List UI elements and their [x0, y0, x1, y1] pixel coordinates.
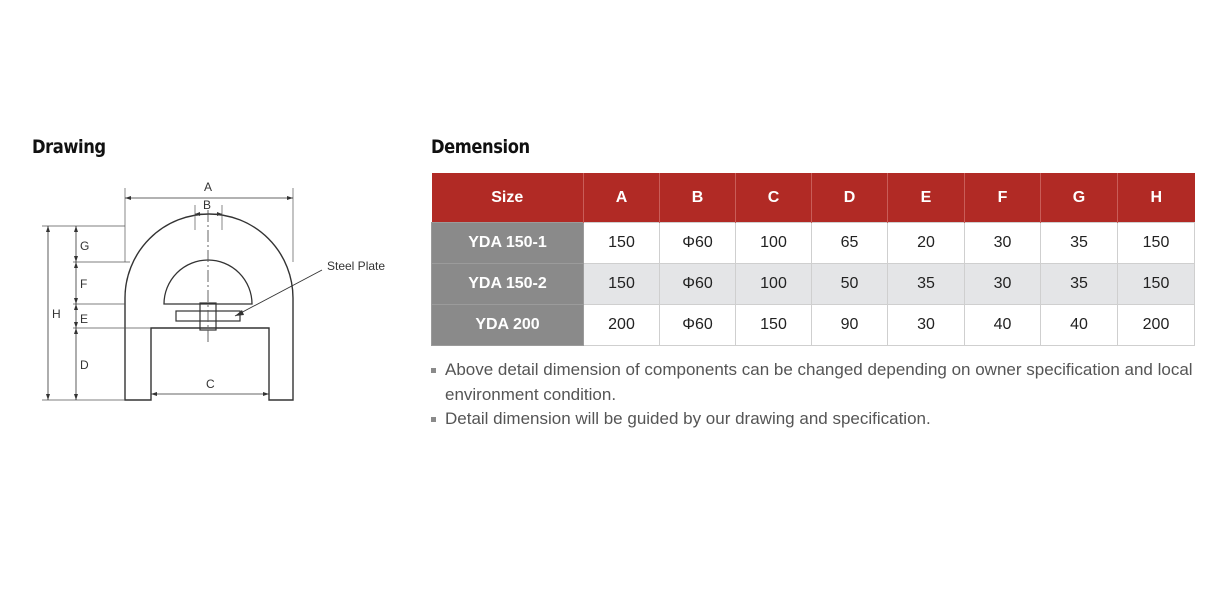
dim-g-label: G	[80, 239, 90, 253]
header-cell-h: H	[1118, 173, 1195, 223]
table-cell: 150	[1118, 264, 1195, 305]
row-size-cell: YDA 200	[432, 305, 584, 346]
note-item	[431, 407, 1201, 432]
header-cell-a: A	[584, 173, 660, 223]
drawing-title: Drawing	[32, 136, 106, 158]
table-cell: 150	[584, 264, 660, 305]
steel-plate-label: Steel Plate	[327, 259, 386, 273]
table-cell: 150	[736, 305, 812, 346]
header-cell-size: Size	[432, 173, 584, 223]
header-cell-g: G	[1041, 173, 1118, 223]
fender-outline	[125, 214, 293, 400]
dim-e-label: E	[80, 312, 89, 326]
notes-list	[431, 358, 1201, 432]
table-cell: 35	[888, 264, 965, 305]
bullet-icon	[431, 368, 436, 373]
header-cell-d: D	[812, 173, 888, 223]
table-cell: 30	[888, 305, 965, 346]
table-cell: 40	[965, 305, 1041, 346]
table-cell: 65	[812, 223, 888, 264]
dim-f-label: F	[80, 277, 88, 291]
dimension-title: Demension	[431, 136, 530, 158]
note-text: Above detail dimension of components can be changed depending on owner specification and local environment condition.	[445, 360, 1193, 404]
header-cell-c: C	[736, 173, 812, 223]
table-cell: 30	[965, 264, 1041, 305]
header-cell-b: B	[660, 173, 736, 223]
table-cell: 200	[584, 305, 660, 346]
dim-d-label: D	[80, 358, 89, 372]
header-cell-e: E	[888, 173, 965, 223]
table-cell: 30	[965, 223, 1041, 264]
table-header-row	[432, 173, 1195, 223]
table-cell: 150	[584, 223, 660, 264]
row-size-cell: YDA 150-2	[432, 264, 584, 305]
table-cell: 40	[1041, 305, 1118, 346]
table-row	[432, 223, 1195, 264]
table-cell: 50	[812, 264, 888, 305]
table-cell: 90	[812, 305, 888, 346]
note-text: Detail dimension will be guided by our drawing and specification.	[445, 409, 931, 428]
fender-drawing	[30, 170, 390, 410]
dim-c-label: C	[206, 377, 215, 391]
table-cell: 35	[1041, 264, 1118, 305]
dim-b-label: B	[203, 198, 212, 212]
table-cell: 35	[1041, 223, 1118, 264]
table-cell: Φ60	[660, 223, 736, 264]
bullet-icon	[431, 417, 436, 422]
table-cell: 100	[736, 223, 812, 264]
table-row	[432, 305, 1195, 346]
table-cell: Φ60	[660, 264, 736, 305]
note-item	[431, 358, 1201, 407]
table-cell: Φ60	[660, 305, 736, 346]
table-cell: 200	[1118, 305, 1195, 346]
dim-a-label: A	[204, 180, 213, 194]
row-size-cell: YDA 150-1	[432, 223, 584, 264]
dim-h-label: H	[52, 307, 61, 321]
dimension-table	[431, 173, 1195, 346]
table-cell: 20	[888, 223, 965, 264]
table-cell: 100	[736, 264, 812, 305]
table-cell: 150	[1118, 223, 1195, 264]
header-cell-f: F	[965, 173, 1041, 223]
table-row	[432, 264, 1195, 305]
